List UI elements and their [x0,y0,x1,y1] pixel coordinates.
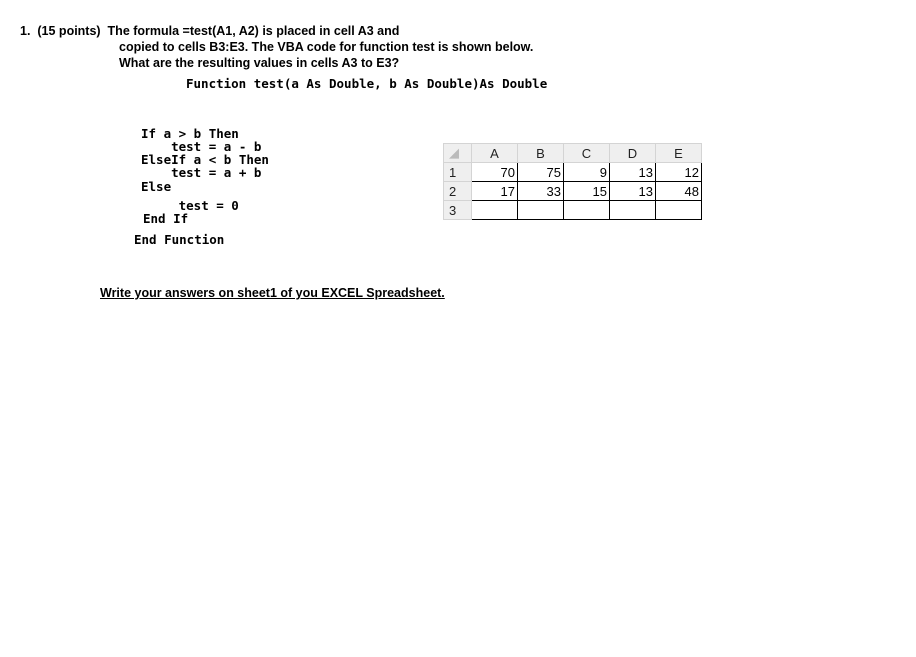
cell-c3[interactable] [564,201,610,220]
cell-a1[interactable]: 70 [472,163,518,182]
cell-a3[interactable] [472,201,518,220]
row-header[interactable]: 3 [444,201,472,220]
function-signature: Function test(a As Double, b As Double)As Double [186,76,548,91]
cell-e1[interactable]: 12 [656,163,702,182]
code-line: End If [143,211,189,226]
code-line: If a > b Then [141,126,239,141]
cell-e2[interactable]: 48 [656,182,702,201]
cell-c2[interactable]: 15 [564,182,610,201]
table-row [444,201,702,220]
column-header-d[interactable]: D [610,144,656,163]
table-row [444,163,702,182]
code-line: ElseIf a < b Then [141,152,269,167]
column-header-b[interactable]: B [518,144,564,163]
table-row [444,182,702,201]
row-header[interactable]: 2 [444,182,472,201]
cell-b2[interactable]: 33 [518,182,564,201]
code-line: test = 0 [141,198,239,213]
cell-a2[interactable]: 17 [472,182,518,201]
question-points: (15 points) [37,24,101,38]
cell-c1[interactable]: 9 [564,163,610,182]
column-header-row [444,144,702,163]
row-header[interactable]: 1 [444,163,472,182]
cell-d1[interactable]: 13 [610,163,656,182]
cell-b1[interactable]: 75 [518,163,564,182]
cell-d3[interactable] [610,201,656,220]
column-header-a[interactable]: A [472,144,518,163]
column-header-e[interactable]: E [656,144,702,163]
code-line: test = a + b [141,165,262,180]
question-number: 1. [20,24,31,38]
cell-d2[interactable]: 13 [610,182,656,201]
code-line: Else [141,179,172,194]
instruction-text: Write your answers on sheet1 of you EXCEL Spreadsheet. [100,286,445,300]
spreadsheet-grid [443,143,702,220]
question-line-2: copied to cells B3:E3. The VBA code for function test is shown below. [119,40,534,54]
cell-b3[interactable] [518,201,564,220]
question-line-1 [20,24,399,38]
question-text: The formula =test(A1, A2) is placed in cell A3 and [107,24,400,38]
column-header-c[interactable]: C [564,144,610,163]
function-end: End Function [134,232,225,247]
code-line: test = a - b [141,139,262,154]
question-line-3: What are the resulting values in cells A3 to E3? [119,56,400,70]
cell-e3[interactable] [656,201,702,220]
select-all-corner[interactable]: ◢ [444,144,472,163]
